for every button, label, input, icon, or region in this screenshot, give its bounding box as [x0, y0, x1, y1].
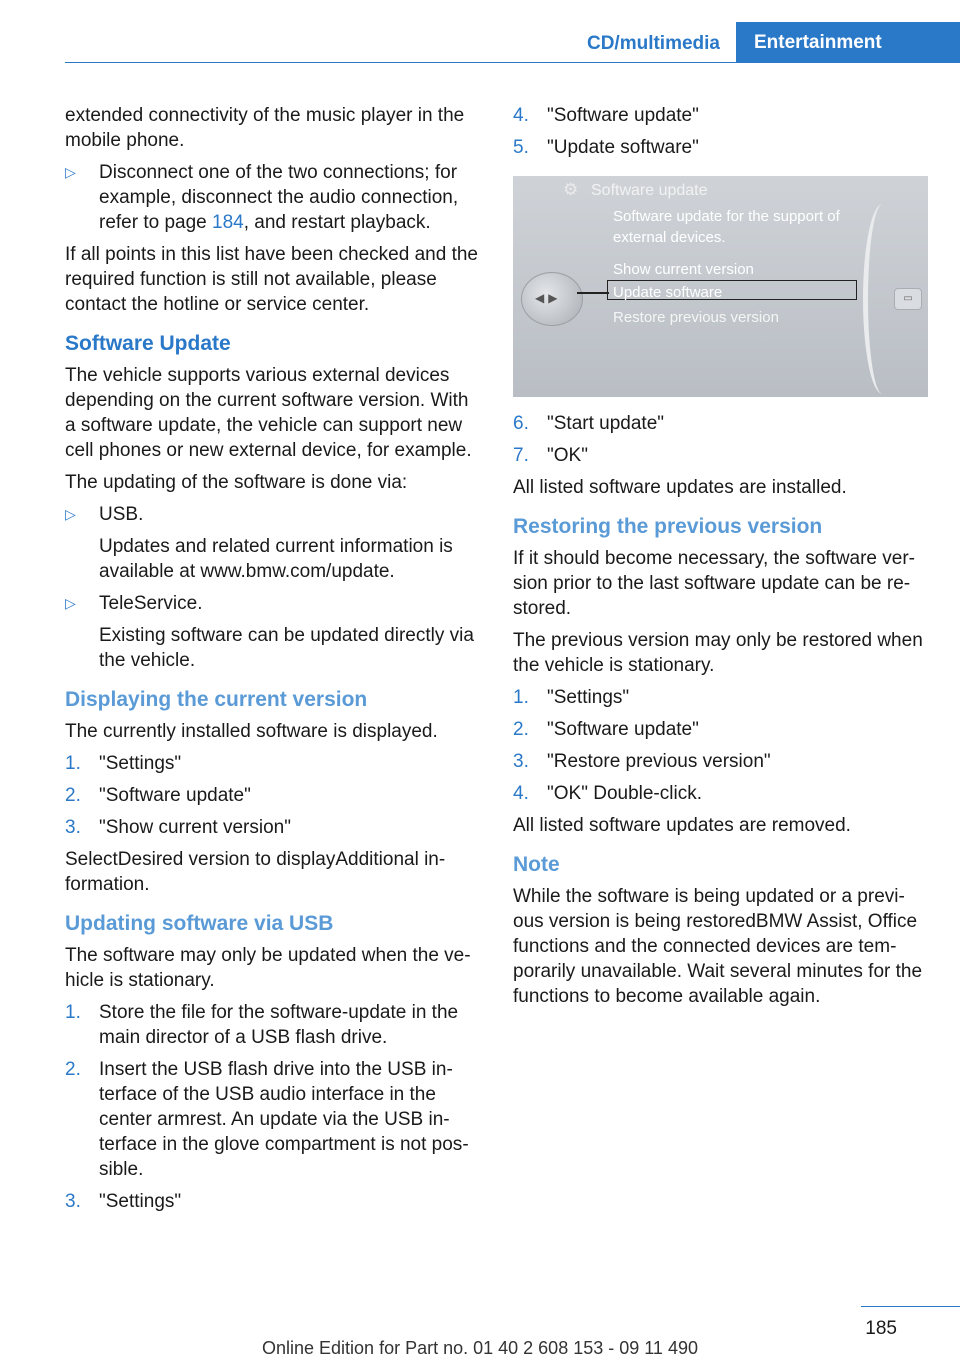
restore-paragraph-2: The previous version may only be restored when the vehicle is stationary.	[513, 630, 923, 676]
pointer-line	[577, 292, 609, 294]
chapter-tab: Entertainment	[736, 22, 960, 62]
heading-usb-update: Updating software via USB	[65, 912, 334, 935]
heading-software-update: Software Update	[65, 332, 231, 355]
step-item	[513, 749, 928, 774]
via-paragraph: The updating of the software is done via:	[65, 472, 408, 493]
page-link[interactable]: 184	[212, 212, 244, 233]
step-number: 5.	[513, 137, 529, 158]
display-steps	[65, 751, 480, 840]
heading-restore: Restoring the previous version	[513, 515, 823, 538]
step-item	[513, 443, 928, 468]
step-item	[65, 1057, 480, 1182]
left-column	[65, 103, 480, 1221]
page-number: 185	[865, 1318, 897, 1339]
step-item	[65, 1000, 480, 1050]
list-item	[65, 502, 480, 584]
step-text: "Start update"	[547, 413, 665, 434]
triangle-bullet-icon: ▷	[65, 595, 76, 611]
step-text: "Show current version"	[99, 817, 291, 838]
step-number: 1.	[65, 753, 81, 774]
list-item-text	[99, 591, 480, 673]
step-text: "OK" Double-click.	[547, 783, 702, 804]
step-text: "Settings"	[99, 753, 182, 774]
software-update-paragraph: The vehicle supports various external devices depending on the current software version. With a software update, the vehicle can support new cell phones or new external device, for example.	[65, 365, 472, 461]
screen-menu-show-current: Show current version	[613, 261, 754, 278]
step-item	[513, 103, 928, 128]
section-title: CD/multimedia	[586, 33, 720, 54]
via-item-title: USB.	[99, 504, 144, 525]
via-item-detail: Existing software can be updated directly via the vehicle.	[99, 625, 474, 671]
step-item	[513, 717, 928, 742]
installed-paragraph: All listed software updates are installed.	[513, 477, 847, 498]
via-item-detail: Updates and related current information is available at www.bmw.com/update.	[99, 536, 453, 582]
step-number: 3.	[513, 751, 529, 772]
screen-menu-restore-previous: Restore previous version	[613, 309, 779, 326]
step-number: 1.	[65, 1002, 81, 1023]
heading-note: Note	[513, 853, 560, 876]
usb-paragraph: The software may only be updated when the vehicle is stationary.	[65, 945, 471, 991]
step-number: 7.	[513, 445, 529, 466]
intro-text: extended connectivity of the music player in the mobile phone.	[65, 105, 465, 151]
contact-paragraph: If all points in this list have been checked and the required function is still not available, please contact the hotline or service center.	[65, 244, 478, 315]
update-steps-top	[513, 103, 928, 160]
via-list	[65, 502, 480, 673]
step-item	[65, 751, 480, 776]
usb-steps	[65, 1000, 480, 1214]
step-number: 1.	[513, 687, 529, 708]
triangle-bullet-icon: ▷	[65, 164, 76, 180]
removed-paragraph: All listed software updates are removed.	[513, 815, 851, 836]
step-item	[513, 781, 928, 806]
restore-steps	[513, 685, 928, 806]
list-item	[65, 591, 480, 673]
step-text: "Software update"	[99, 785, 251, 806]
update-steps-after	[513, 411, 928, 468]
step-number: 4.	[513, 783, 529, 804]
note-paragraph: While the software is being updated or a previous version is being restoredBMW Assist, Office functions and the connected devices are temporarily unavailable. Wait several minutes for the functions to become available again.	[513, 886, 923, 1007]
step-number: 3.	[65, 817, 81, 838]
header-rule	[65, 62, 960, 63]
step-item	[65, 815, 480, 840]
option-button-icon: ▭	[894, 288, 922, 310]
list-item	[65, 160, 480, 235]
step-text: "Restore previous version"	[547, 751, 771, 772]
step-item	[513, 685, 928, 710]
display-paragraph: The currently installed software is displayed.	[65, 721, 438, 742]
edition-note: Online Edition for Part no. 01 40 2 608 153 - 09 11 490	[262, 1338, 698, 1358]
step-item	[513, 411, 928, 436]
step-item	[65, 783, 480, 808]
screen-menu-update-software: Update software	[613, 284, 723, 301]
step-item	[513, 135, 928, 160]
list-item-text	[99, 160, 480, 235]
step-text: "Software update"	[547, 719, 699, 740]
gear-icon: ⚙	[563, 180, 579, 199]
step-text: "Settings"	[547, 687, 630, 708]
step-text: "Software update"	[547, 105, 699, 126]
heading-display-version: Displaying the current version	[65, 688, 368, 711]
step-number: 2.	[513, 719, 529, 740]
step-text: "OK"	[547, 445, 588, 466]
bullet-text-post: , and restart playback.	[243, 212, 431, 233]
step-number: 2.	[65, 1059, 81, 1080]
step-text: "Settings"	[99, 1191, 182, 1212]
idrive-screen-image	[513, 176, 928, 397]
step-text: Store the file for the software-update in the main director of a USB flash drive.	[99, 1002, 459, 1048]
screen-description: Software update for the support of external devices.	[613, 208, 840, 246]
list-item-text	[99, 502, 480, 584]
via-item-title: TeleService.	[99, 593, 203, 614]
step-number: 3.	[65, 1191, 81, 1212]
right-column	[513, 103, 928, 1016]
step-item	[65, 1189, 480, 1214]
step-number: 2.	[65, 785, 81, 806]
triangle-bullet-icon: ▷	[65, 506, 76, 522]
step-number: 4.	[513, 105, 529, 126]
screen-title: Software update	[591, 182, 708, 199]
knob-arrows-icon: ◀▶	[535, 291, 562, 305]
footer-rule	[861, 1306, 960, 1307]
bullet-text-pre: Disconnect one of the two connections; for example, disconnect the audio connection, refer to page	[99, 162, 459, 233]
bullet-list	[65, 160, 480, 235]
step-text: "Update software"	[547, 137, 699, 158]
select-paragraph: SelectDesired version to displayAdditional information.	[65, 849, 446, 895]
restore-paragraph-1: If it should become necessary, the software version prior to the last software update can be restored.	[513, 548, 915, 619]
step-number: 6.	[513, 413, 529, 434]
step-text: Insert the USB flash drive into the USB interface of the USB audio interface in the center armrest. An update via the USB interface in the glove compartment is not possible.	[99, 1059, 469, 1180]
